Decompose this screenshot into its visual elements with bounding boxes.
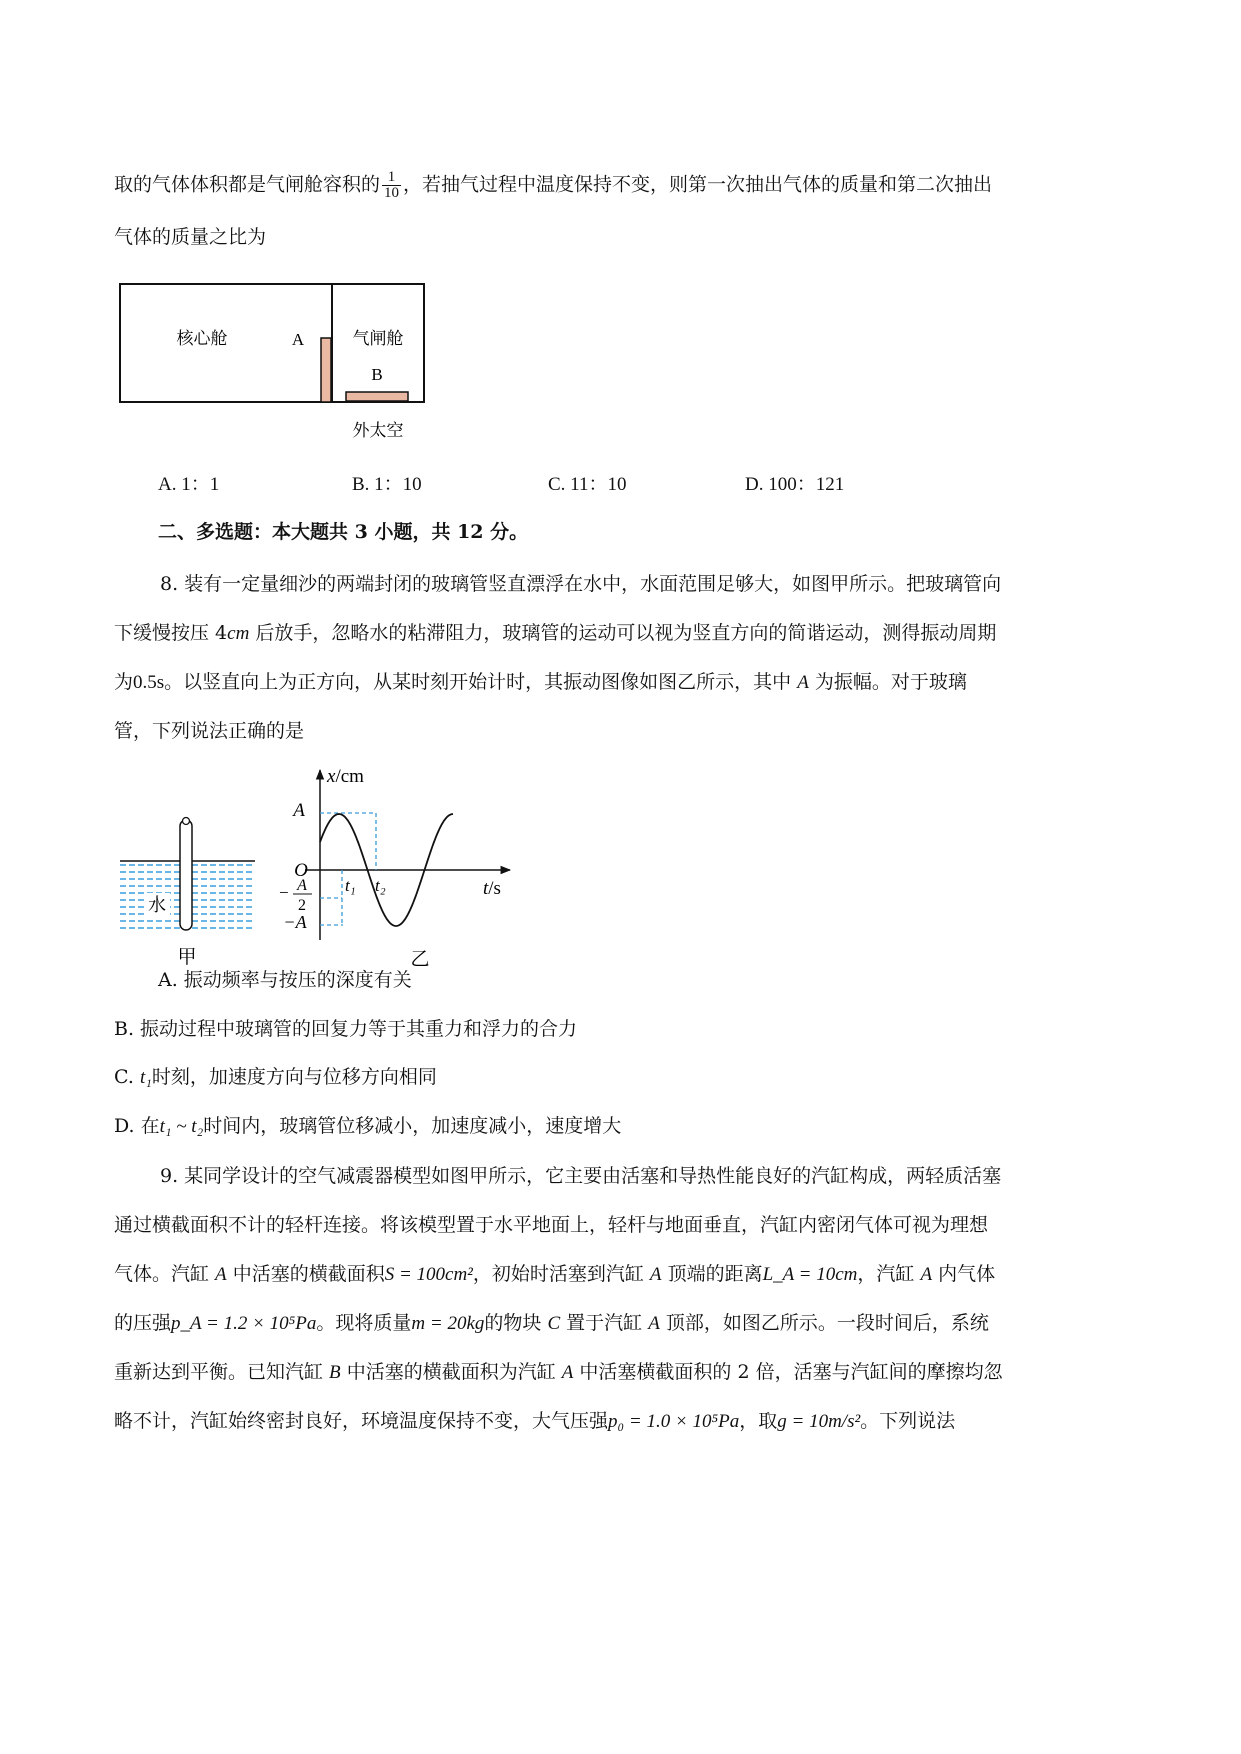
- q9-line-5: [114, 1359, 1003, 1386]
- q8-text-5: 为振幅。对于玻璃: [808, 671, 967, 693]
- q8-period: 0.5s: [133, 672, 165, 693]
- outer-space-label: 外太空: [352, 421, 404, 440]
- q7-line-1: [114, 170, 992, 201]
- q8-amplitude: A: [797, 672, 809, 693]
- minus-sign: −: [279, 883, 289, 902]
- q9-line-2: 通过横截面积不计的轻杆连接。将该模型置于水平地面上，轻杆与地面垂直，汽缸内密闭气体可视为理想: [114, 1214, 989, 1236]
- half-a-denominator: 2: [298, 897, 306, 914]
- q9-line-4: [114, 1310, 989, 1337]
- t1-marker: t₁: [345, 876, 356, 895]
- q9-t17: 。下列说法: [860, 1410, 956, 1432]
- glass-tube: [180, 820, 192, 930]
- option-d: D. 100：121: [745, 474, 845, 495]
- q8-text-4: 。以竖直向上为正方向，从某时刻开始计时，其振动图像如图乙所示，其中: [164, 671, 798, 693]
- q8-option-a: A. 振动频率与按压的深度有关: [158, 969, 412, 991]
- q9-t11: 顶部，如图乙所示。一段时间后，系统: [659, 1312, 989, 1334]
- q9-cyl-a-2: A: [649, 1264, 662, 1285]
- q9-t5: ，汽缸: [857, 1263, 921, 1285]
- airlock-figure: [110, 278, 440, 453]
- y-axis-label: x/cm: [327, 766, 364, 787]
- q9-t6: 内气体: [932, 1263, 996, 1285]
- tick-neg-a-label: −A: [283, 912, 307, 932]
- opt-c-time: t₁: [139, 1067, 152, 1088]
- q9-cyl-a-3: A: [920, 1264, 933, 1285]
- q9-t12: 重新达到平衡。已知汽缸: [114, 1361, 330, 1383]
- q9-t2: 中活塞的横截面积: [226, 1263, 385, 1285]
- q9-t3: ，初始时活塞到汽缸: [472, 1263, 650, 1285]
- q9-gravity: g = 10m/s²: [777, 1411, 861, 1432]
- frac-denominator: 10: [384, 185, 400, 201]
- q8-line-1: 8. 装有一定量细沙的两端封闭的玻璃管竖直漂浮在水中，水面范围足够大，如图甲所示。把玻璃管向: [160, 573, 1002, 595]
- q8-line-3: [114, 669, 967, 696]
- opt-c-text: 时刻，加速度方向与位移方向相同: [151, 1066, 437, 1088]
- section-heading: 二、多选题：本大题共 3 小题，共 12 分。: [158, 521, 529, 543]
- q8-option-d: [114, 1113, 621, 1140]
- frac-numerator: 1: [382, 170, 401, 186]
- q9-length: L_A = 10cm: [762, 1264, 858, 1285]
- hatch-a-label: A: [291, 330, 305, 349]
- fraction-1-10: [382, 170, 401, 201]
- q8-unit: cm: [227, 623, 250, 644]
- tick-a-label: A: [293, 800, 305, 821]
- q9-cyl-a: A: [215, 1264, 227, 1285]
- q9-t16: ，取: [739, 1410, 778, 1432]
- q9-t4: 顶端的距离: [661, 1263, 763, 1285]
- q9-t15: 略不计，汽缸始终密封良好，环境温度保持不变，大气压强: [114, 1410, 609, 1432]
- q7-text-2: ，若抽气过程中温度保持不变，则第一次抽出气体的质量和第二次抽出: [403, 173, 993, 196]
- q9-line-6: [114, 1408, 955, 1435]
- tube-figure: [110, 805, 260, 970]
- q8-text-3: 为: [114, 671, 134, 693]
- q7-line-2: 气体的质量之比为: [114, 226, 267, 248]
- q8-line-2: [114, 620, 996, 647]
- q8-text: 下缓慢按压 4: [114, 622, 228, 644]
- q9-area: S = 100cm²: [384, 1264, 473, 1285]
- oscillation-graph: [265, 760, 535, 975]
- opt-d-text: 时间内，玻璃管位移减小，加速度减小，速度增大: [203, 1115, 622, 1137]
- q9-pressure: p_A = 1.2 × 10⁵Pa: [171, 1313, 317, 1334]
- option-a: A. 1：1: [158, 474, 220, 495]
- core-module-label: 核心舱: [176, 329, 228, 348]
- q9-line-3: [114, 1261, 995, 1288]
- tube-top: [183, 818, 190, 825]
- q9-t14: 中活塞横截面积的 2 倍，活塞与汽缸间的摩擦均忽: [573, 1361, 1003, 1383]
- q9-cyl-a-4: A: [648, 1313, 660, 1334]
- water-label: 水: [148, 895, 166, 915]
- q9-block-c: C: [547, 1313, 561, 1334]
- q9-t10: 置于汽缸: [560, 1312, 649, 1334]
- half-a-numerator: A: [297, 877, 307, 894]
- hatch-b: [346, 392, 408, 401]
- opt-d-prefix: D. 在: [114, 1115, 160, 1137]
- figure-yi-label: 乙: [410, 949, 430, 970]
- option-c: C. 11：10: [548, 474, 627, 495]
- q9-cyl-a-5: A: [561, 1362, 574, 1383]
- q9-atm: p₀ = 1.0 × 10⁵Pa: [608, 1411, 740, 1432]
- figure-jia-label: 甲: [177, 947, 197, 968]
- q9-t8: 。现将质量: [316, 1312, 412, 1334]
- hatch-a: [321, 338, 331, 402]
- q8-line-4: 管，下列说法正确的是: [114, 720, 305, 742]
- q9-t13: 中活塞的横截面积为汽缸: [340, 1361, 562, 1383]
- airlock-label: 气闸舱: [352, 329, 404, 348]
- q8-text-2: 后放手，忽略水的粘滞阻力，玻璃管的运动可以视为竖直方向的简谐运动，测得振动周期: [249, 622, 997, 644]
- q9-mass: m = 20kg: [411, 1313, 485, 1334]
- q7-text: 取的气体体积都是气闸舱容积的: [114, 173, 381, 196]
- opt-c-prefix: C.: [114, 1066, 140, 1088]
- q9-t1: 气体。汽缸: [114, 1263, 216, 1285]
- q9-cyl-b: B: [329, 1362, 341, 1383]
- q8-option-c: [114, 1064, 437, 1091]
- q9-line-1: 9. 某同学设计的空气减震器模型如图甲所示，它主要由活塞和导热性能良好的汽缸构成，两轻质活塞: [160, 1165, 1002, 1187]
- q9-t9: 的物块: [484, 1312, 548, 1334]
- q8-option-b: B. 振动过程中玻璃管的回复力等于其重力和浮力的合力: [114, 1018, 578, 1040]
- x-axis-label: t/s: [483, 878, 501, 899]
- origin-label: O: [294, 860, 308, 881]
- opt-d-time: t₁ ~ t₂: [159, 1116, 204, 1137]
- q9-t7: 的压强: [114, 1312, 172, 1334]
- option-b: B. 1：10: [352, 474, 422, 495]
- hatch-b-label: B: [371, 365, 383, 384]
- t2-marker: t₂: [375, 876, 386, 895]
